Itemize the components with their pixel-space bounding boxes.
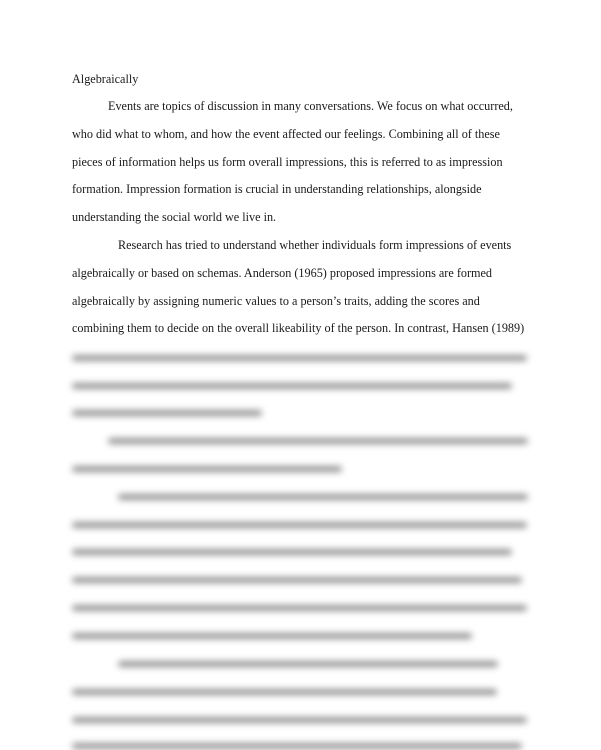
page-heading: Algebraically (72, 72, 139, 86)
blurred-text-line (72, 633, 472, 639)
blurred-text-line (118, 494, 528, 500)
paragraph-line: combining them to decide on the overall likeability of the person. In contrast, Hansen (1989) (72, 321, 525, 335)
blurred-text-line (72, 605, 527, 611)
blurred-text-line (118, 661, 498, 667)
paragraph-line: Research has tried to understand whether individuals form impressions of events (118, 238, 512, 252)
paragraph-line: understanding the social world we live in. (72, 210, 277, 224)
blurred-text-line (72, 522, 527, 528)
blurred-text-line (72, 689, 497, 695)
paragraph-line: formation. Impression formation is crucial in understanding relationships, alongside (72, 182, 482, 196)
blurred-text-line (72, 577, 522, 583)
blurred-text-line (72, 410, 262, 416)
paragraph-line: pieces of information helps us form overall impressions, this is referred to as impression (72, 155, 503, 169)
blurred-text-line (72, 549, 512, 555)
paragraph-line: Events are topics of discussion in many conversations. We focus on what occurred, (108, 99, 513, 113)
blurred-text-line (72, 355, 527, 361)
paragraph-line: who did what to whom, and how the event affected our feelings. Combining all of these (72, 127, 500, 141)
paragraph-line: algebraically or based on schemas. Anderson (1965) proposed impressions are formed (72, 266, 493, 280)
blurred-text-line (72, 383, 512, 389)
blurred-preview-region (0, 340, 601, 750)
blurred-text-line (72, 743, 522, 749)
blurred-text-line (108, 438, 528, 444)
paragraph-line: algebraically by assigning numeric values to a person’s traits, adding the scores and (72, 294, 480, 308)
blurred-text-line (72, 466, 342, 472)
blurred-text-line (72, 717, 527, 723)
